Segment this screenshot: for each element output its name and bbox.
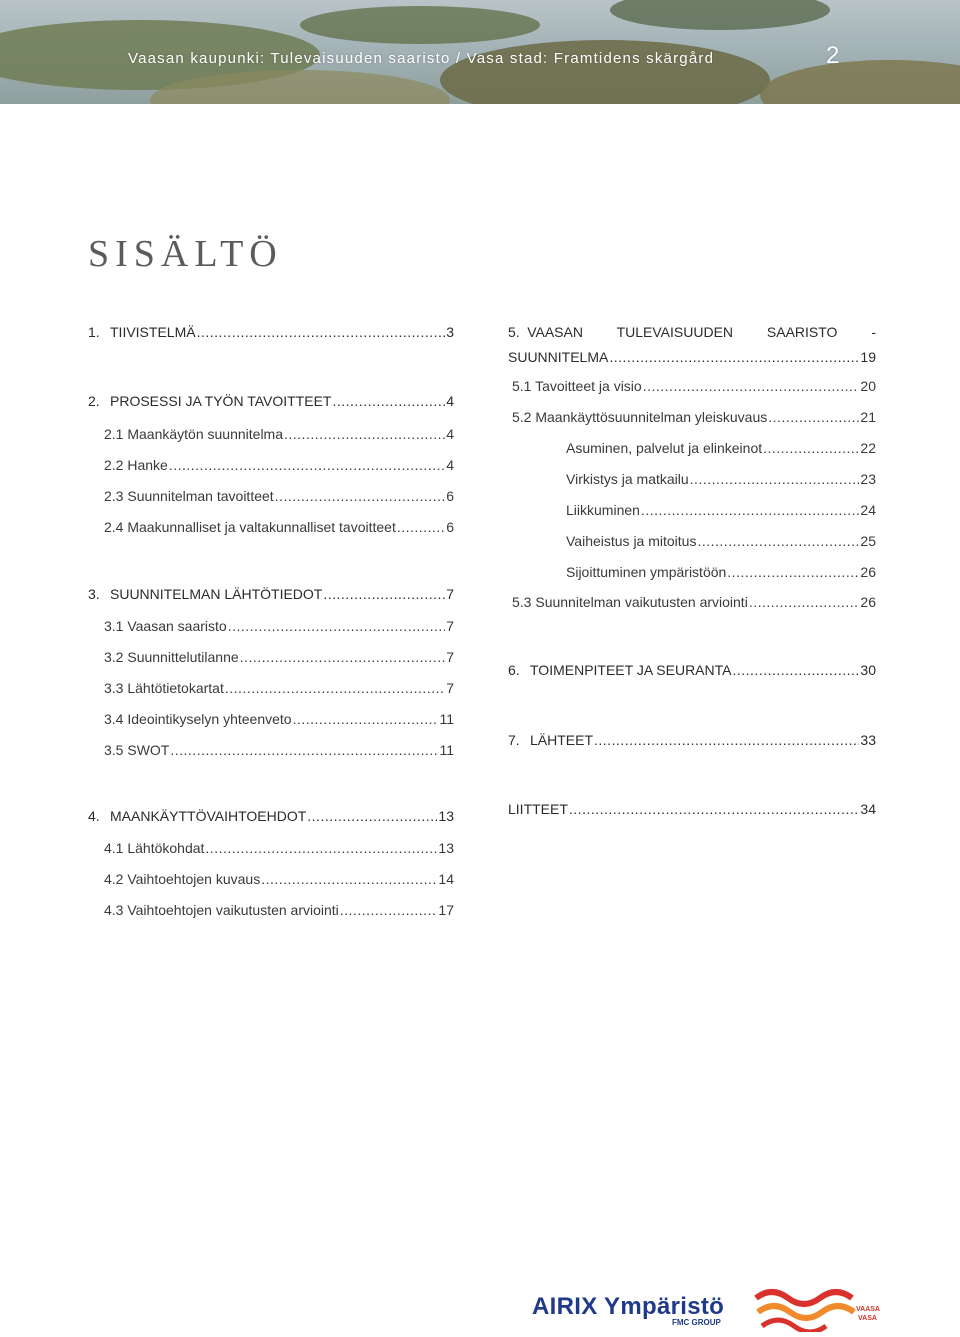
toc-entry-6[interactable]: 6. TOIMENPITEET JA SEURANTA ..... 30: [508, 660, 876, 680]
leader-dots: [690, 467, 860, 491]
toc-entry-4[interactable]: 4. MAANKÄYTTÖVAIHTOEHDOT ..... 13: [88, 806, 454, 826]
leader-dots: [225, 676, 445, 700]
toc-entry-5-1[interactable]: 5.1 Tavoitteet ja visio ..... 20: [512, 374, 876, 398]
toc-left-sub-3: [104, 614, 454, 762]
leader-dots: [397, 515, 445, 539]
vaasa-label-1: VAASA: [856, 1306, 880, 1313]
leader-dots: [169, 453, 445, 477]
toc-entry-2[interactable]: 2. PROSESSI JA TYÖN TAVOITTEET ..... 4: [88, 391, 454, 411]
toc-entry-4-2[interactable]: 4.2 Vaihtoehtojen kuvaus ..... 14: [104, 867, 454, 891]
leader-dots: [205, 836, 437, 860]
leader-dots: [641, 498, 859, 522]
toc-entry-5-line1: 5. VAASAN TULEVAISUUDEN SAARISTO -: [508, 324, 876, 340]
toc-entry-5-2-e[interactable]: Sijoittuminen ympäristöön ..... 26: [566, 560, 876, 584]
toc-right-sub-5-3: [512, 590, 876, 614]
leader-dots: [293, 707, 439, 731]
leader-dots: [240, 645, 446, 669]
toc-entry-3-1[interactable]: 3.1 Vaasan saaristo ..... 7: [104, 614, 454, 638]
toc-right-section-6: [508, 660, 876, 680]
toc-right-sub-5-2: [566, 436, 876, 584]
leader-dots: [768, 405, 859, 429]
toc-entry-3-4[interactable]: 3.4 Ideointikyselyn yhteenveto ..... 11: [104, 707, 454, 731]
toc-entry-4-1[interactable]: 4.1 Lähtökohdat ..... 13: [104, 836, 454, 860]
toc-entry-7[interactable]: 7. LÄHTEET ..... 33: [508, 730, 876, 750]
airix-logo-text: AIRIX Ympäristö: [532, 1293, 725, 1320]
toc-right-appendix: [508, 799, 876, 819]
leader-dots: [569, 799, 860, 819]
toc-left-section-3: [88, 584, 454, 604]
toc-entry-appendices[interactable]: LIITTEET ..... 34: [508, 799, 876, 819]
toc-entry-4-3[interactable]: 4.3 Vaihtoehtojen vaikutusten arviointi ..... 17: [104, 898, 454, 922]
toc-entry-5-2-c[interactable]: Liikkuminen ..... 24: [566, 498, 876, 522]
island-shape: [610, 0, 830, 30]
toc-right-sub-5: [512, 374, 876, 436]
toc-entry-5-3[interactable]: 5.3 Suunnitelman vaikutusten arviointi ..... 26: [512, 590, 876, 614]
airix-logo: [532, 1294, 744, 1330]
toc-right-section-5: [508, 322, 876, 368]
leader-dots: [340, 898, 438, 922]
toc-entry-3-5[interactable]: 3.5 SWOT ..... 11: [104, 738, 454, 762]
leader-dots: [323, 584, 445, 604]
toc-left-sub-4: [104, 836, 454, 922]
header-banner: [0, 0, 960, 104]
leader-dots: [275, 484, 446, 508]
leader-dots: [197, 322, 446, 342]
toc-left-column: [88, 322, 454, 342]
toc-entry-5-line2: SUUNNITELMA ..... 19: [508, 346, 876, 368]
toc-left-section-2: [88, 391, 454, 411]
toc-entry-2-2[interactable]: 2.2 Hanke ..... 4: [104, 453, 454, 477]
header-page-number: 2: [826, 42, 840, 69]
toc-entry-1[interactable]: 1. TIIVISTELMÄ ..... 3: [88, 322, 454, 342]
toc-left-sub-2: [104, 422, 454, 539]
toc-entry-2-4[interactable]: 2.4 Maakunnalliset ja valtakunnalliset tavoitteet ..... 6: [104, 515, 454, 539]
leader-dots: [732, 660, 859, 680]
vaasa-logo: [752, 1284, 880, 1332]
leader-dots: [643, 374, 860, 398]
leader-dots: [749, 590, 860, 614]
leader-dots: [284, 422, 445, 446]
island-shape: [300, 6, 540, 44]
leader-dots: [594, 730, 859, 750]
toc-entry-5-2[interactable]: 5.2 Maankäyttösuunnitelman yleiskuvaus ..... 21: [512, 405, 876, 429]
leader-dots: [697, 529, 859, 553]
airix-logo-subtext: FMC GROUP: [672, 1318, 721, 1327]
toc-entry-3-3[interactable]: 3.3 Lähtötietokartat ..... 7: [104, 676, 454, 700]
leader-dots: [307, 806, 437, 826]
toc-entry-3-2[interactable]: 3.2 Suunnittelutilanne ..... 7: [104, 645, 454, 669]
leader-dots: [763, 436, 859, 460]
header-title: Vaasan kaupunki: Tulevaisuuden saaristo / Vasa stad: Framtidens skärgård: [128, 50, 715, 67]
toc-entry-5-2-b[interactable]: Virkistys ja matkailu ..... 23: [566, 467, 876, 491]
vaasa-label-2: VASA: [858, 1315, 877, 1322]
toc-entry-5[interactable]: [508, 322, 876, 368]
toc-left-section-4: [88, 806, 454, 826]
toc-entry-3[interactable]: 3. SUUNNITELMAN LÄHTÖTIEDOT ..... 7: [88, 584, 454, 604]
leader-dots: [332, 391, 445, 411]
toc-right-section-7: [508, 730, 876, 750]
island-shape: [760, 60, 960, 104]
toc-entry-2-1[interactable]: 2.1 Maankäytön suunnitelma ..... 4: [104, 422, 454, 446]
leader-dots: [261, 867, 437, 891]
leader-dots: [228, 614, 445, 638]
toc-entry-2-3[interactable]: 2.3 Suunnitelman tavoitteet ..... 6: [104, 484, 454, 508]
toc-entry-5-2-d[interactable]: Vaiheistus ja mitoitus ..... 25: [566, 529, 876, 553]
toc-entry-5-2-a[interactable]: Asuminen, palvelut ja elinkeinot ..... 22: [566, 436, 876, 460]
toc-entry-5-words: VAASAN TULEVAISUUDEN SAARISTO -: [527, 324, 876, 340]
leader-dots: [727, 560, 859, 584]
leader-dots: [170, 738, 438, 762]
toc-heading: SISÄLTÖ: [88, 233, 283, 275]
leader-dots: [609, 346, 859, 368]
